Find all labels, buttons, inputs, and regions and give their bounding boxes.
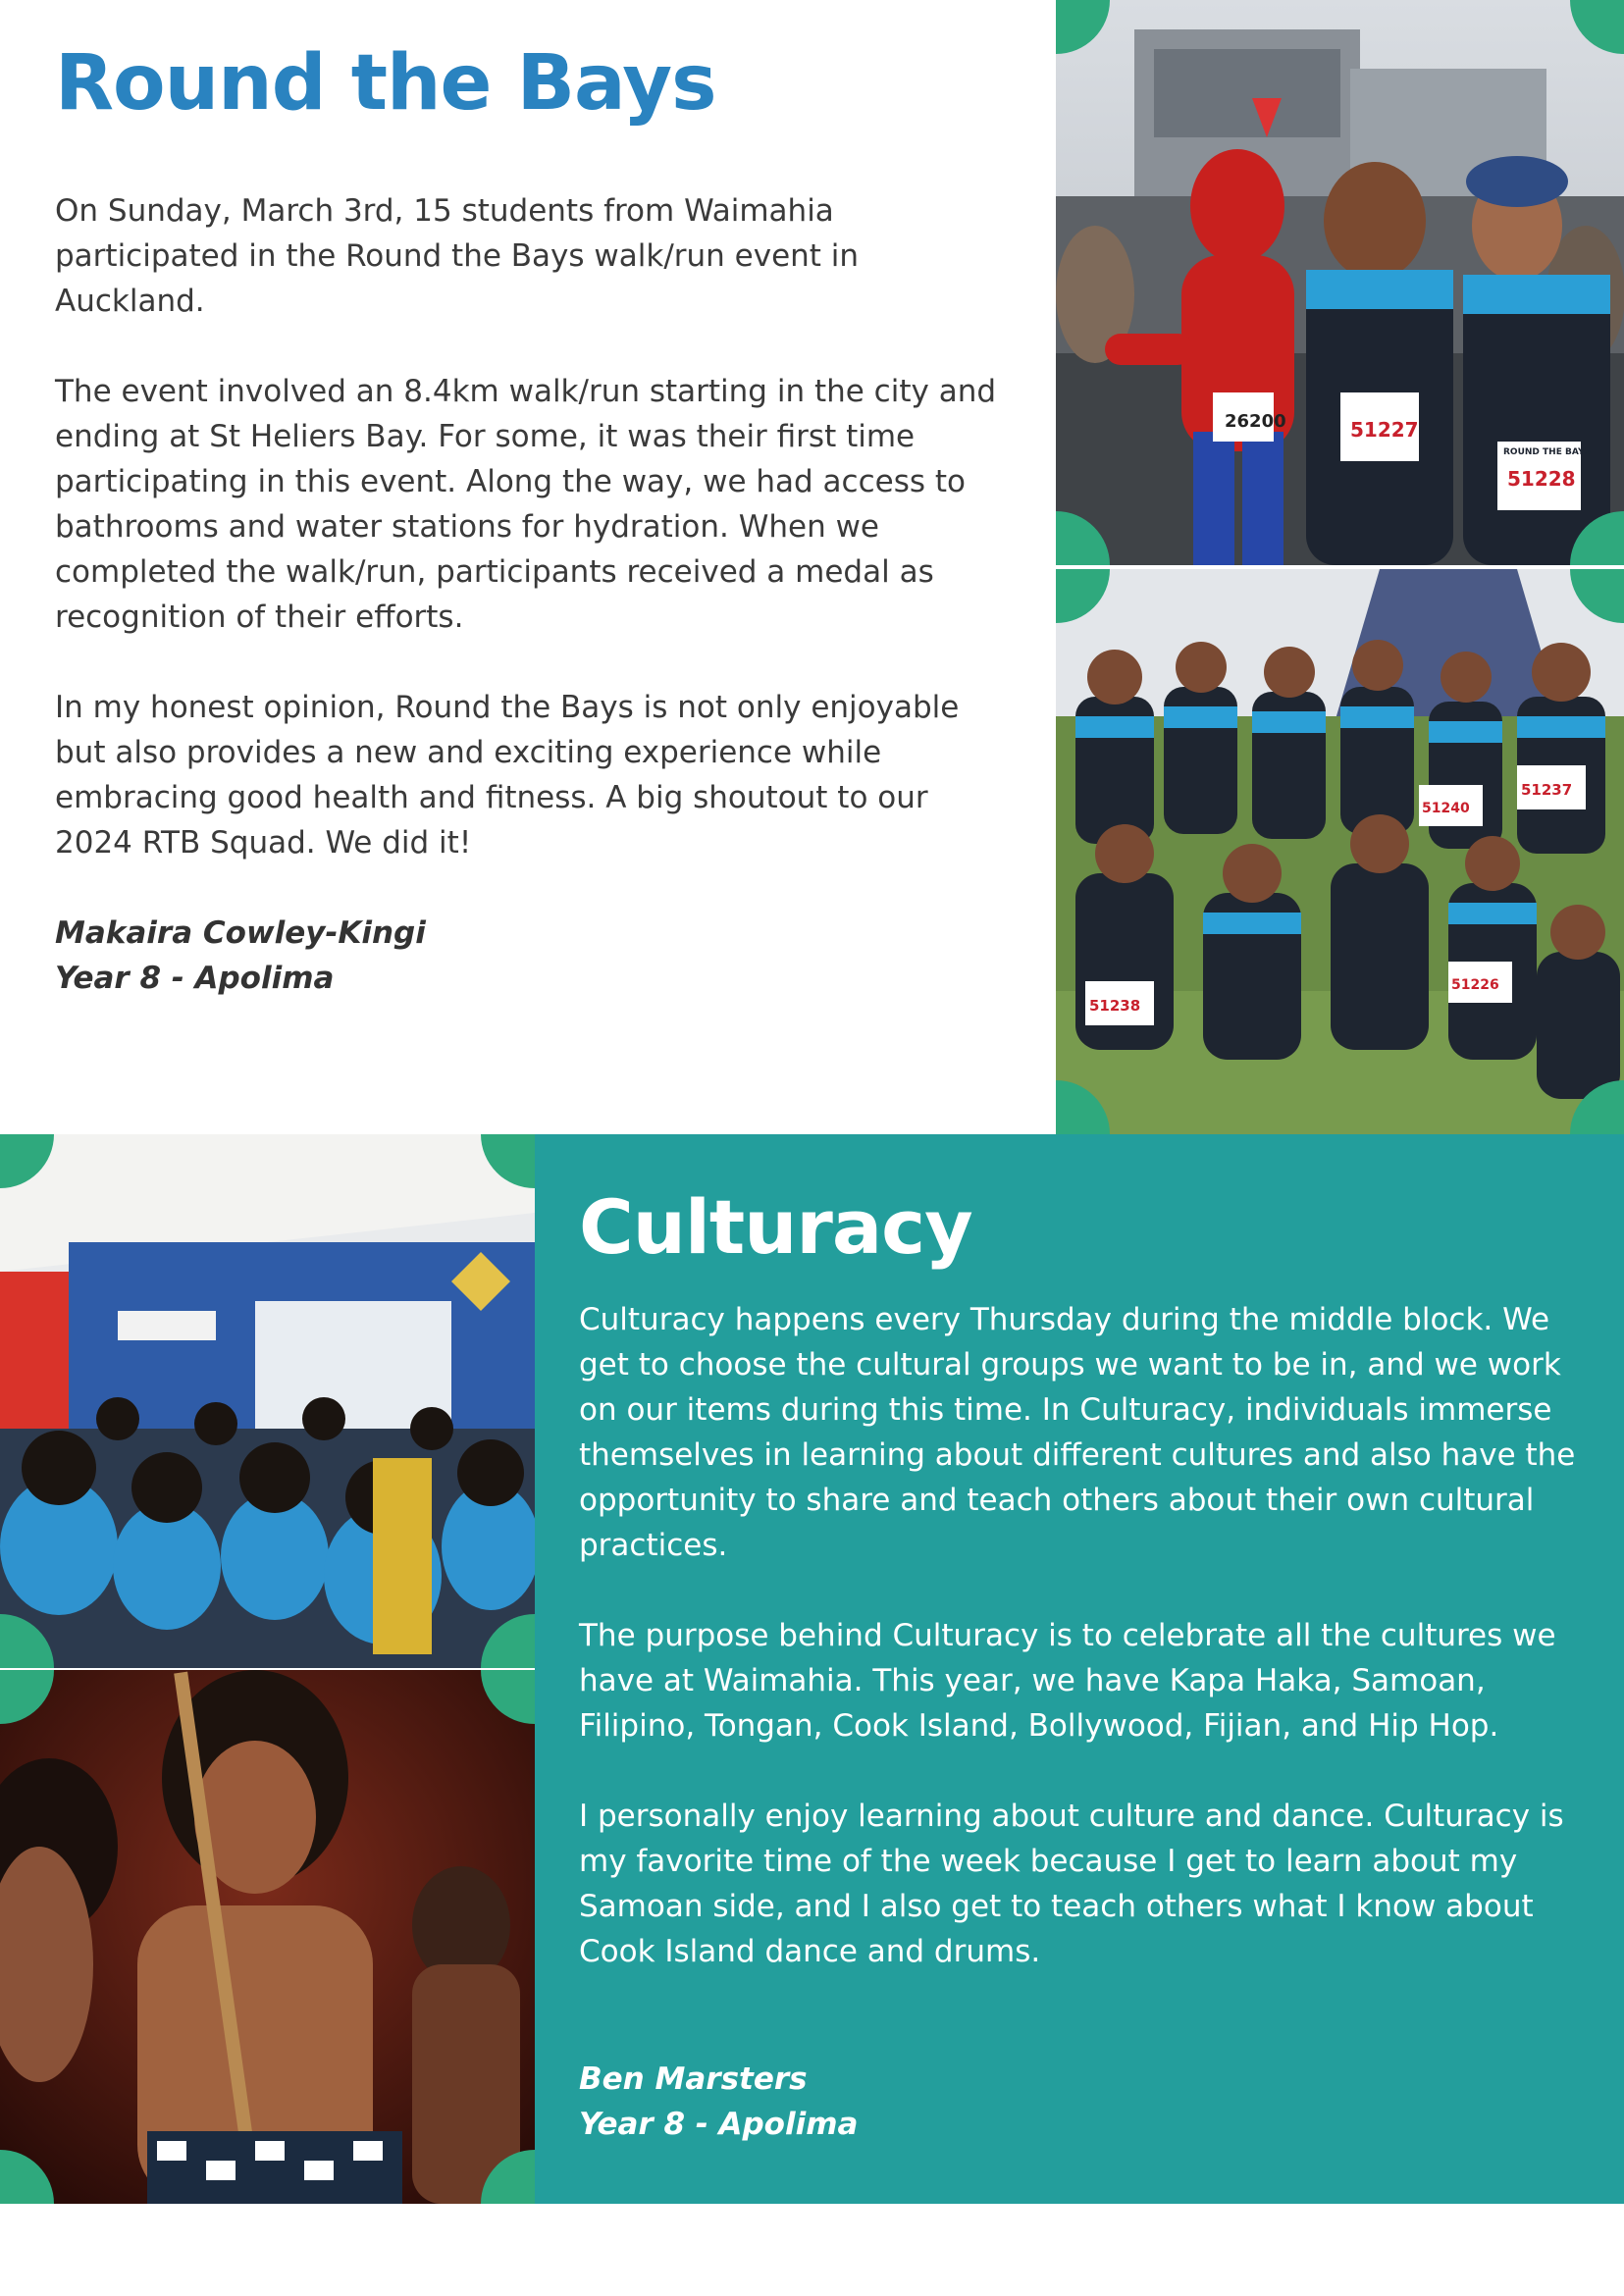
classroom-photo xyxy=(0,1134,535,1668)
rtb-article-body xyxy=(55,188,1007,911)
bib-banner: ROUND THE BAYS xyxy=(1503,447,1591,457)
rtb-author-name: Makaira Cowley-Kingi xyxy=(55,915,426,951)
page-title: Round the Bays xyxy=(55,39,716,128)
group-medals-photo xyxy=(1056,569,1624,1134)
rtb-author-class: Year 8 - Apolima xyxy=(55,961,335,996)
culturacy-author-name: Ben Marsters xyxy=(579,2061,808,2097)
culturacy-title: Culturacy xyxy=(579,1183,972,1271)
rtb-paragraph: On Sunday, March 3rd, 15 students from Waimahia participated in the Round the Bays walk/run event in Auckland. xyxy=(55,193,860,319)
bib-number: 51226 xyxy=(1451,977,1499,993)
culturacy-author-block xyxy=(579,2057,858,2147)
bib-number: 51238 xyxy=(1089,997,1141,1015)
bib-number: 26200 xyxy=(1225,411,1286,432)
runners-photo xyxy=(1056,0,1624,565)
culturacy-author-class: Year 8 - Apolima xyxy=(579,2107,859,2142)
culturacy-panel xyxy=(535,1134,1624,2204)
rtb-author-block xyxy=(55,911,426,1001)
culturacy-paragraph: The purpose behind Culturacy is to celebrate all the cultures we have at Waimahia. This year, we have Kapa Haka, Samoan, Filipino, Tongan, Cook Island, Bollywood, Fijian, and Hip Hop. xyxy=(579,1618,1556,1744)
bib-number: 51237 xyxy=(1521,781,1573,799)
bib-number: 51240 xyxy=(1422,801,1470,816)
rtb-paragraph: The event involved an 8.4km walk/run starting in the city and ending at St Heliers Bay. For some, it was their first time participating in this event. Along the way, we had access to bathrooms and water stations for hydration. When we completed the walk/run, participants received a medal as recognition of their efforts. xyxy=(55,374,997,635)
culturacy-article-body xyxy=(579,1297,1599,2019)
culturacy-paragraph: I personally enjoy learning about culture and dance. Culturacy is my favorite time of the week because I get to learn about my Samoan side, and I also get to teach others what I know about Cook Island dance and drums. xyxy=(579,1799,1564,1969)
culturacy-paragraph: Culturacy happens every Thursday during the middle block. We get to choose the cultural groups we want to be in, and we work on our items during this time. In Culturacy, individuals immerse themselves in learning about different cultures and also have the opportunity to share and teach others about their own cultural practices. xyxy=(579,1302,1576,1563)
bib-number: 51228 xyxy=(1507,467,1576,491)
rtb-paragraph: In my honest opinion, Round the Bays is not only enjoyable but also provides a new and exciting experience while embracing good health and fitness. A big shoutout to our 2024 RTB Squad. We did it! xyxy=(55,690,960,861)
bib-number: 51227 xyxy=(1350,418,1419,442)
dancer-photo xyxy=(0,1670,535,2204)
